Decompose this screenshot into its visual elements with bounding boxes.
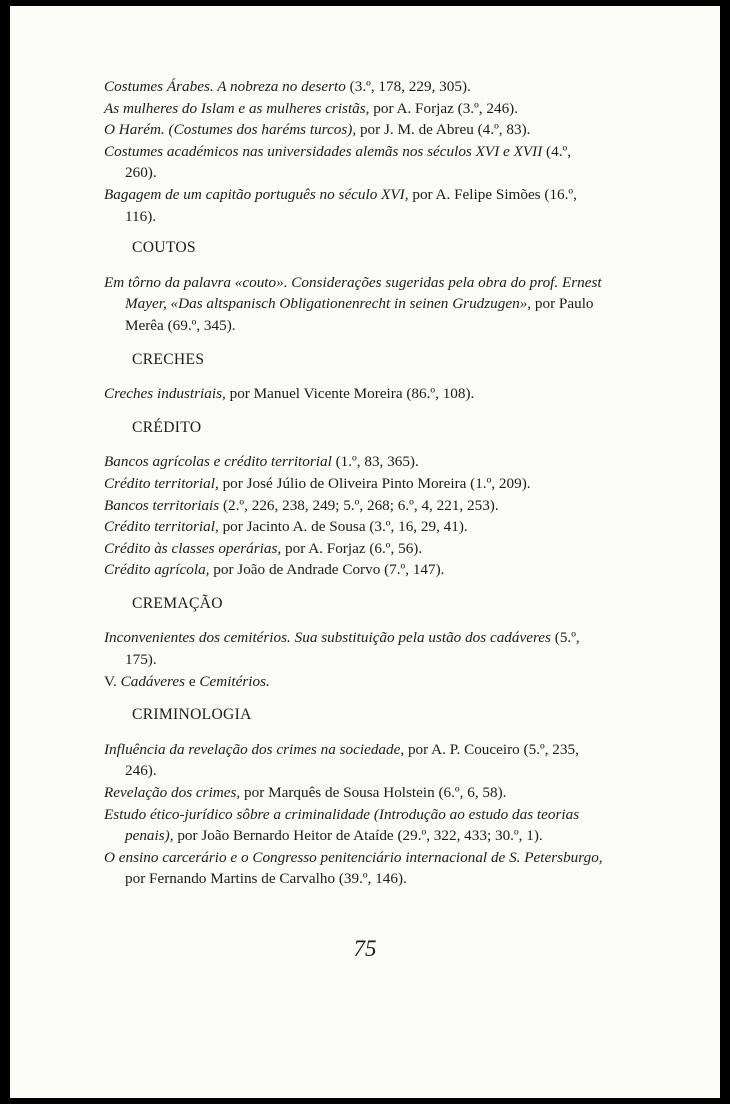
index-entry: Crédito às classes operárias, por A. Forjaz (6.º, 56). [104,539,423,557]
index-entry: Costumes académicos nas universidades alemãs nos séculos XVI e XVII (4.º, 260). [104,142,572,182]
index-entry: Creches industriais, por Manuel Vicente Moreira (86.º, 108). [104,385,475,403]
index-entry: As mulheres do Islam e as mulheres cristãs, por A. Forjaz (3.º, 246). [104,99,519,117]
index-entry: Crédito agrícola, por João de Andrade Corvo (7.º, 147). [104,561,445,579]
index-entry: Influência da revelação dos crimes na sociedade, por A. P. Couceiro (5.º, 235, 246). [104,740,579,780]
cross-reference: V. Cadáveres e Cemitérios. [104,672,270,690]
index-content [104,76,604,890]
index-entry: Em tôrno da palavra «couto». Considerações sugeridas pela obra do prof. Ernest Mayer, «Das altspanisch Obligationenrecht in seinen Grudzugen», por Paulo Merêa (69.º, 345). [104,273,602,334]
index-entry: Costumes Árabes. A nobreza no deserto (3.º, 178, 229, 305). [104,78,471,95]
section-heading-credito: CRÉDITO [132,418,202,436]
index-entry: Bancos agrícolas e crédito territorial (1.º, 83, 365). [104,453,419,471]
section-heading-coutos: COUTOS [132,239,196,257]
index-entry: O Harém. (Costumes dos haréms turcos), por J. M. de Abreu (4.º, 83). [104,121,531,139]
index-entry: O ensino carcerário e o Congresso penitenciário internacional de S. Petersburgo, por Fernando Martins de Carvalho (39.º, 146). [104,848,603,888]
index-entry: Bancos territoriais (2.º, 226, 238, 249; 5.º, 268; 6.º, 4, 221, 253). [104,496,499,514]
index-entry: Revelação dos crimes, por Marquês de Sousa Holstein (6.º, 6, 58). [104,784,507,802]
index-entry: Bagagem de um capitão português no século XVI, por A. Felipe Simões (16.º, 116). [104,185,577,225]
section-heading-criminologia: CRIMINOLOGIA [132,706,252,724]
index-entry: Inconvenientes dos cemitérios. Sua substituição pela ustão dos cadáveres (5.º, 175). [104,629,580,669]
index-entry: Estudo ético-jurídico sôbre a criminalidade (Introdução ao estudo das teorias penais), por João Bernardo Heitor de Ataíde (29.º, 322, 433; 30.º, 1). [104,805,580,845]
page-number: 75 [353,936,377,961]
section-heading-cremacao: CREMAÇÃO [132,594,223,612]
index-entry: Crédito territorial, por Jacinto A. de Sousa (3.º, 16, 29, 41). [104,518,468,536]
index-entry: Crédito territorial, por José Júlio de Oliveira Pinto Moreira (1.º, 209). [104,474,531,492]
document-page [10,6,720,1098]
section-heading-creches: CRECHES [132,350,205,368]
